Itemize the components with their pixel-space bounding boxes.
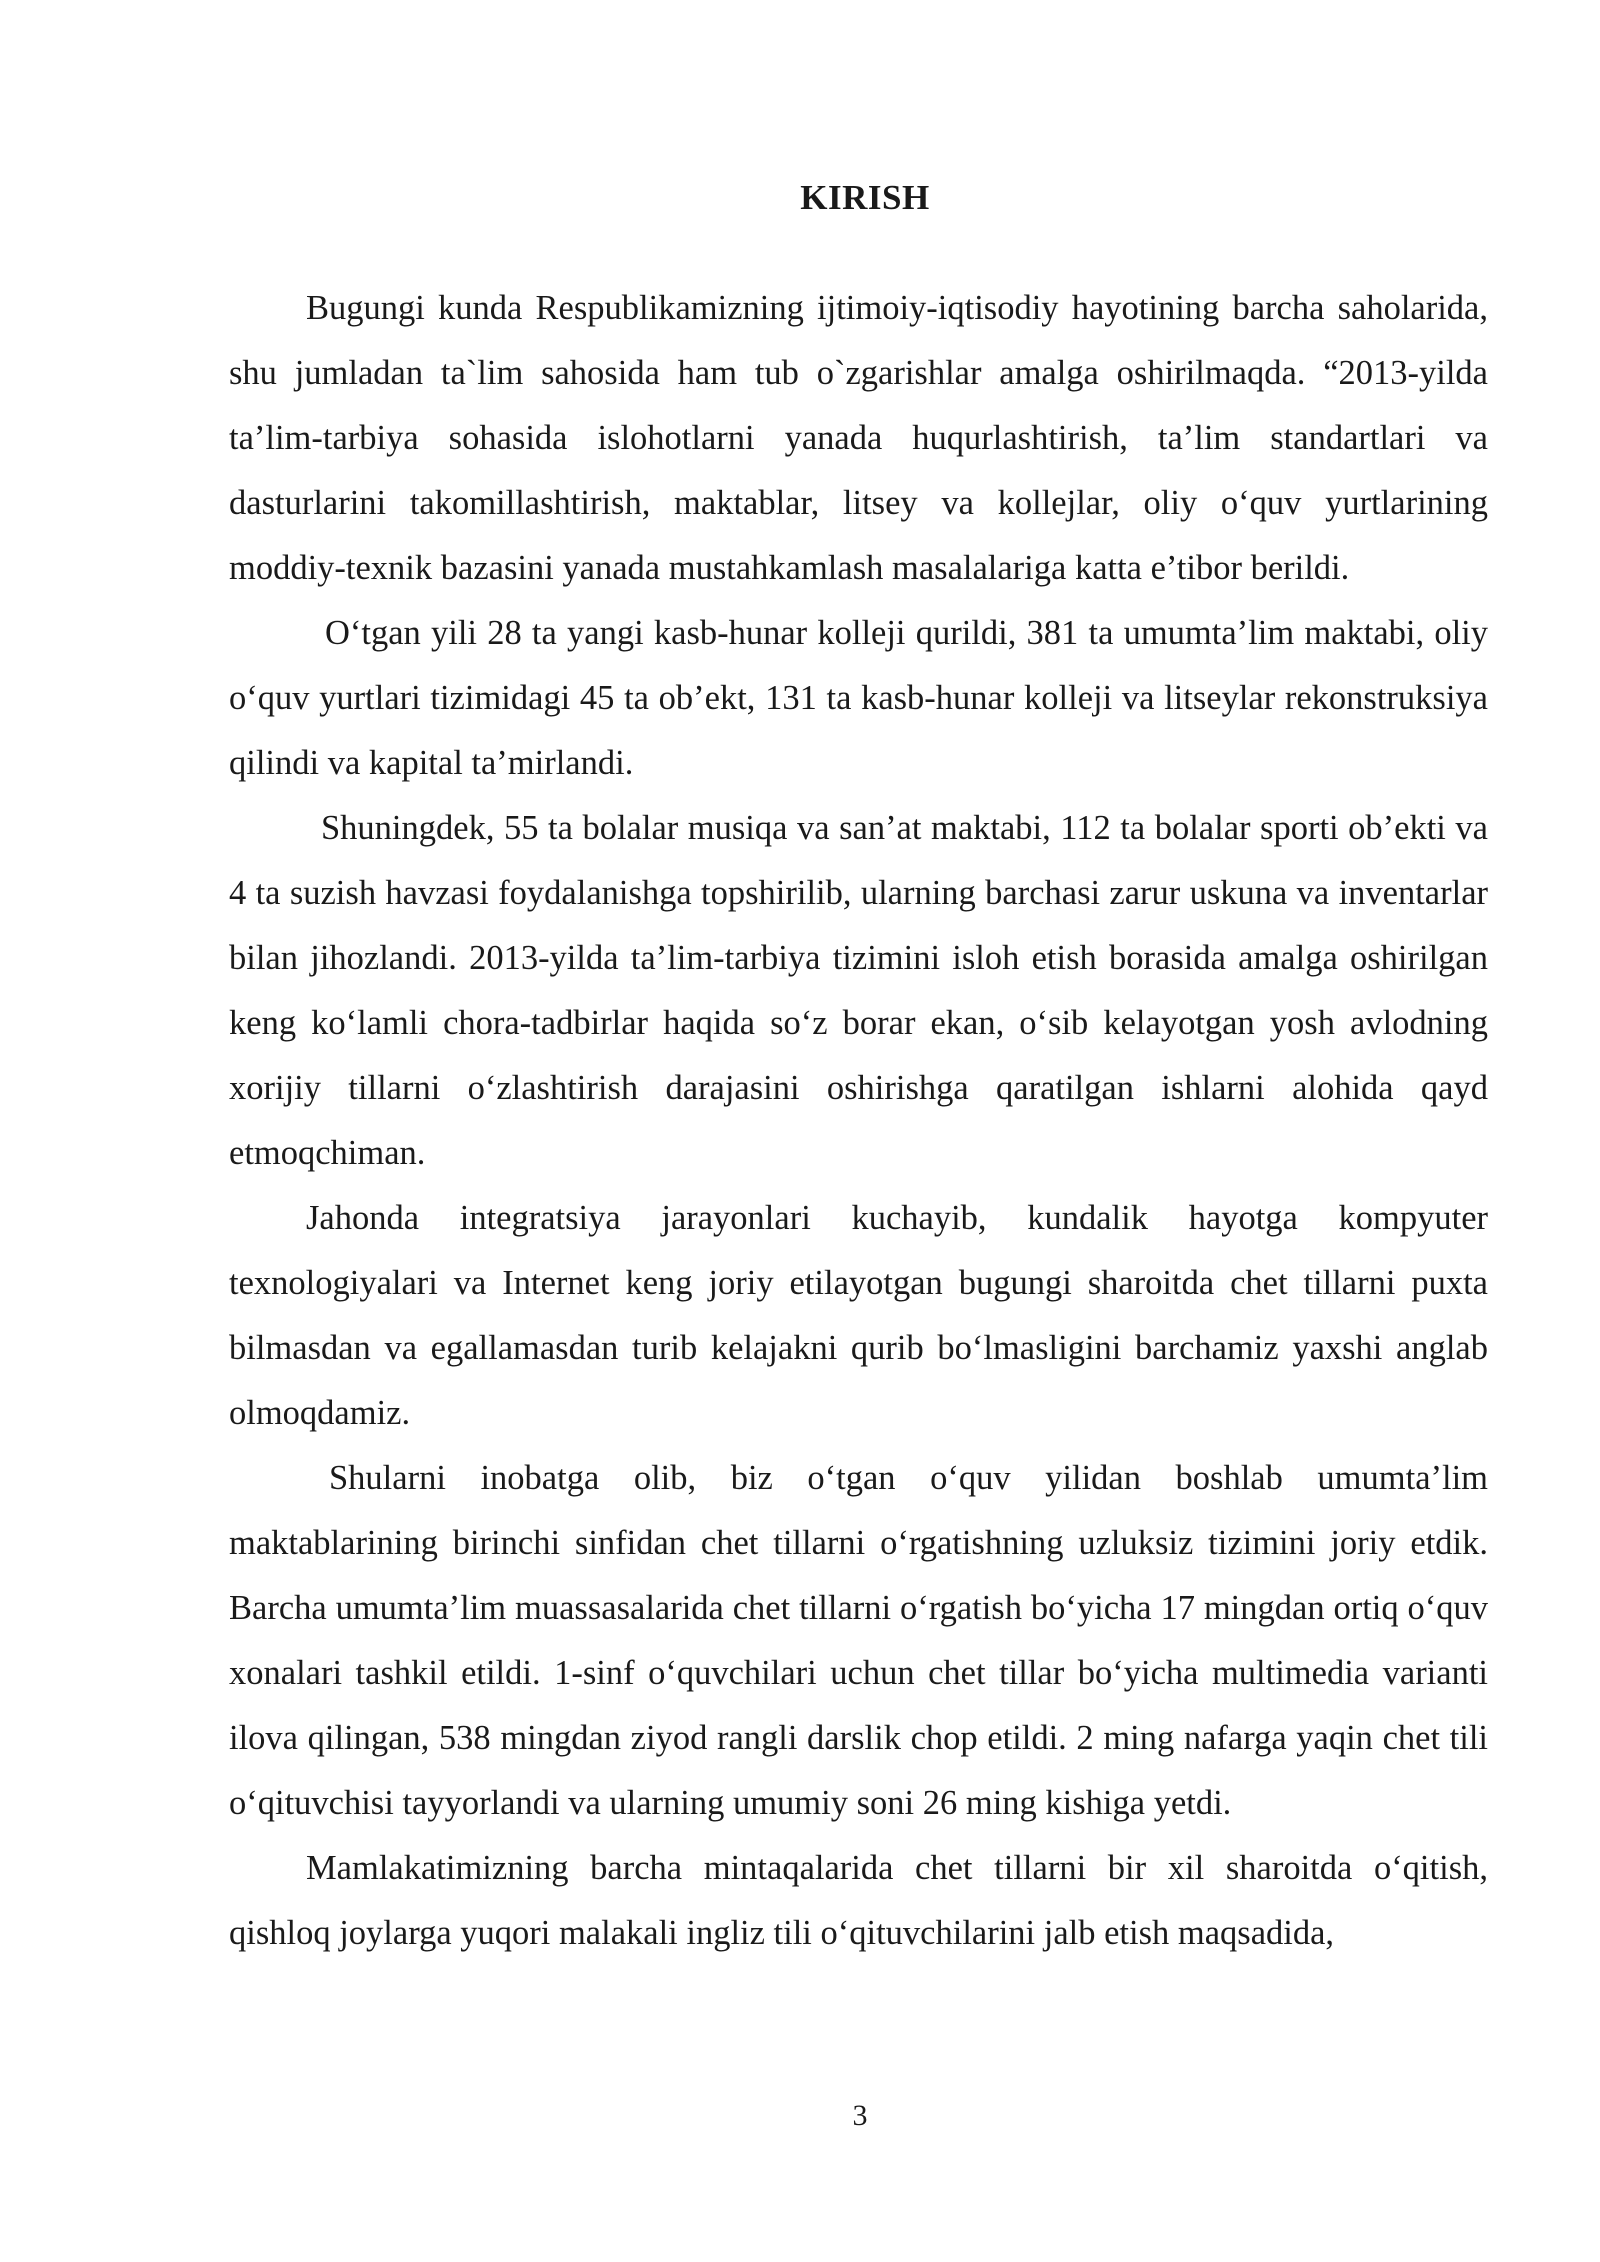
paragraph-1: Bugungi kunda Respublikamizning ijtimoiy-iqtisodiy hayotining barcha saholarida, shu jumladan ta`lim sahosida ham tub o`zgarishlar amalga oshirilmaqda. “2013-yilda ta’lim-tarbiya sohasida islohotlarni yanada huqurlashtirish, ta’lim standartlari va dasturlarini takomillashtirish, maktablar, litsey va kollejlar, oliy o‘quv yurtlarining moddiy-texnik bazasini yanada mustahkamlash masalalariga katta e’tibor berildi. xyxy=(229,289,1488,587)
paragraph-4: Jahonda integratsiya jarayonlari kuchayib, kundalik hayotga kompyuter texnologiyalari va Internet keng joriy etilayotgan bugungi sharoitda chet tillarni puxta bilmasdan va egallamasdan turib kelajakni qurib bo‘lmasligini barchamiz yaxshi anglab olmoqdamiz. xyxy=(229,1199,1488,1432)
paragraph-2: O‘tgan yili 28 ta yangi kasb-hunar kolleji qurildi, 381 ta umumta’lim maktabi, oliy o‘quv yurtlari tizimidagi 45 ta ob’ekt, 131 ta kasb-hunar kolleji va litseylar rekonstruksiya qilindi va kapital ta’mirlandi. xyxy=(229,614,1488,782)
paragraph-5: Shularni inobatga olib, biz o‘tgan o‘quv yilidan boshlab umumta’lim maktablarining birinchi sinfidan chet tillarni o‘rgatishning uzluksiz tizimini joriy etdik. Barcha umumta’lim muassasalarida chet tillarni o‘rgatish bo‘yicha 17 mingdan ortiq o‘quv xonalari tashkil etildi. 1-sinf o‘quvchilari uchun chet tillar bo‘yicha multimedia varianti ilova qilingan, 538 mingdan ziyod rangli darslik chop etildi. 2 ming nafarga yaqin chet tili o‘qituvchisi tayyorlandi va ularning umumiy soni 26 ming kishiga yetdi. xyxy=(229,1459,1488,1822)
body-text xyxy=(229,276,1488,1966)
page-number: 3 xyxy=(852,2099,868,2132)
paragraph-3: Shuningdek, 55 ta bolalar musiqa va san’at maktabi, 112 ta bolalar sporti ob’ekti va 4 ta suzish havzasi foydalanishga topshirilib, ularning barchasi zarur uskuna va inventarlar bilan jihozlandi. 2013-yilda ta’lim-tarbiya tizimini isloh etish borasida amalga oshirilgan keng ko‘lamli chora-tadbirlar haqida so‘z borar ekan, o‘sib kelayotgan yosh avlodning xorijiy tillarni o‘zlashtirish darajasini oshirishga qaratilgan ishlarni alohida qayd etmoqchiman. xyxy=(229,809,1488,1172)
paragraph-6: Mamlakatimizning barcha mintaqalarida chet tillarni bir xil sharoitda o‘qitish, qishloq joylarga yuqori malakali ingliz tili o‘qituvchilarini jalb etish maqsadida, xyxy=(229,1849,1488,1952)
page-title: KIRISH xyxy=(800,178,930,218)
